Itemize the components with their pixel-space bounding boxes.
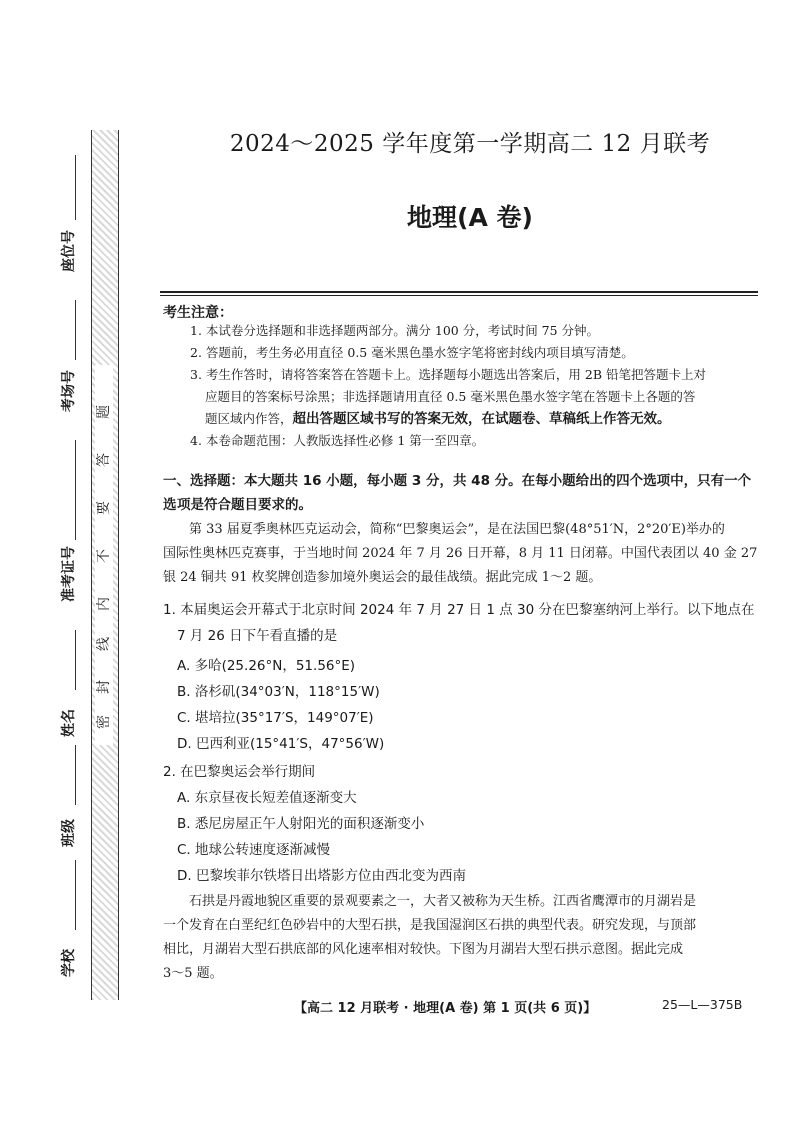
- subject-title: 地理(A 卷): [407, 203, 533, 232]
- page-footer: 【高二 12 月联考 · 地理(A 卷) 第 1 页(共 6 页)】: [294, 1001, 597, 1016]
- question-option: C. 堪培拉(35°17′S，149°07′E): [177, 710, 374, 726]
- notice-item-cont-text: 题区域内作答，: [205, 411, 293, 426]
- question-stem: 2. 在巴黎奥运会举行期间: [163, 764, 316, 780]
- admission-number-label: 准考证号: [61, 546, 77, 602]
- notice-heading: 考生注意：: [163, 305, 233, 321]
- question-stem-cont: 7 月 26 日下午看直播的是: [177, 628, 338, 644]
- question-option: B. 洛杉矶(34°03′N，118°15′W): [177, 684, 380, 700]
- passage-line: 石拱是丹霞地貌区重要的景观要素之一，大者又被称为天生桥。江西省鹰潭市的月湖岩是: [189, 894, 697, 909]
- question-option: D. 巴黎埃菲尔铁塔日出塔影方位由西北变为西南: [177, 868, 466, 884]
- seal-char: 密: [96, 715, 112, 729]
- notice-emphasis: 超出答题区域书写的答案无效，在试题卷、草稿纸上作答无效。: [292, 411, 671, 427]
- seal-char: 要: [96, 501, 112, 515]
- school-line: [75, 860, 76, 930]
- seal-char: 不: [96, 549, 112, 563]
- passage-line: 银 24 铜共 91 枚奖牌创造参加境外奥运会的最佳战绩。据此完成 1～2 题。: [163, 570, 602, 585]
- notice-item: 1. 本试卷分选择题和非选择题两部分。满分 100 分，考试时间 75 分钟。: [190, 323, 600, 338]
- notice-item: 2. 答题前，考生务必用直径 0.5 毫米黑色墨水签字笔将密封线内项目填写清楚。: [190, 345, 634, 360]
- question-option: D. 巴西利亚(15°41′S，47°56′W): [177, 736, 385, 752]
- exam-room-line: [75, 300, 76, 360]
- name-line: [75, 630, 76, 690]
- header-rule-thin: [160, 295, 758, 296]
- exam-room-label: 考场号: [61, 370, 77, 412]
- passage-line: 3～5 题。: [163, 966, 223, 981]
- seal-char: 内: [96, 597, 112, 611]
- seal-char: 线: [96, 637, 112, 651]
- class-line: [75, 745, 76, 805]
- notice-item-cont: [205, 408, 765, 430]
- seat-number-label: 座位号: [61, 230, 77, 272]
- class-label: 班级: [61, 819, 77, 847]
- notice-item: 4. 本卷命题范围：人教版选择性必修 1 第一至四章。: [190, 433, 485, 448]
- exam-title: 2024～2025 学年度第一学期高二 12 月联考: [229, 131, 711, 157]
- section-heading-cont: 项是符合题目要求的。: [177, 497, 312, 513]
- section-heading: 一、选择题：本大题共 16 小题，每小题 3 分，共 48 分。在每小题给出的四个选项中，只有一个选: [163, 473, 752, 513]
- header-rule: [160, 291, 758, 293]
- question-option: A. 多哈(25.26°N，51.56°E): [177, 658, 356, 674]
- seal-char: 题: [96, 405, 112, 419]
- school-label: 学校: [61, 949, 77, 977]
- passage-line: 相比，月湖岩大型石拱底部的风化速率相对较快。下图为月湖岩大型石拱示意图。据此完成: [163, 942, 684, 957]
- paper-code: 25—L—375B: [662, 997, 743, 1012]
- question-option: A. 东京昼夜长短差值逐渐变大: [177, 790, 357, 806]
- notice-item-cont: 应题目的答案标号涂黑；非选择题请用直径 0.5 毫米黑色墨水签字笔在答题卡上各题的答: [205, 389, 696, 404]
- seal-char: 答: [96, 453, 112, 467]
- question-option: B. 悉尼房屋正午人射阳光的面积逐渐变小: [177, 816, 425, 832]
- seal-char: 封: [96, 680, 112, 694]
- notice-item: 3. 考生作答时，请将答案答在答题卡上。选择题每小题选出答案后，用 2B 铅笔把答题卡上对: [190, 367, 706, 382]
- question-option: C. 地球公转速度逐渐减慢: [177, 842, 331, 858]
- name-label: 姓名: [61, 709, 77, 737]
- passage-line: 第 33 届夏季奥林匹克运动会，简称“巴黎奥运会”，是在法国巴黎(48°51′N，2°20′E)举办的: [189, 522, 725, 537]
- passage-line: 国际性奥林匹克赛事，于当地时间 2024 年 7 月 26 日开幕，8 月 11 日闭幕。中国代表团以 40 金 27: [163, 546, 758, 561]
- admission-number-line: [75, 440, 76, 540]
- seat-number-line: [75, 155, 76, 220]
- seal-text-column: [95, 365, 113, 745]
- question-stem: 1. 本届奥运会开幕式于北京时间 2024 年 7 月 27 日 1 点 30 分在巴黎塞纳河上举行。以下地点在: [163, 602, 755, 618]
- passage-line: 一个发育在白垩纪红色砂岩中的大型石拱，是我国湿润区石拱的典型代表。研究发现，与顶部: [163, 918, 697, 933]
